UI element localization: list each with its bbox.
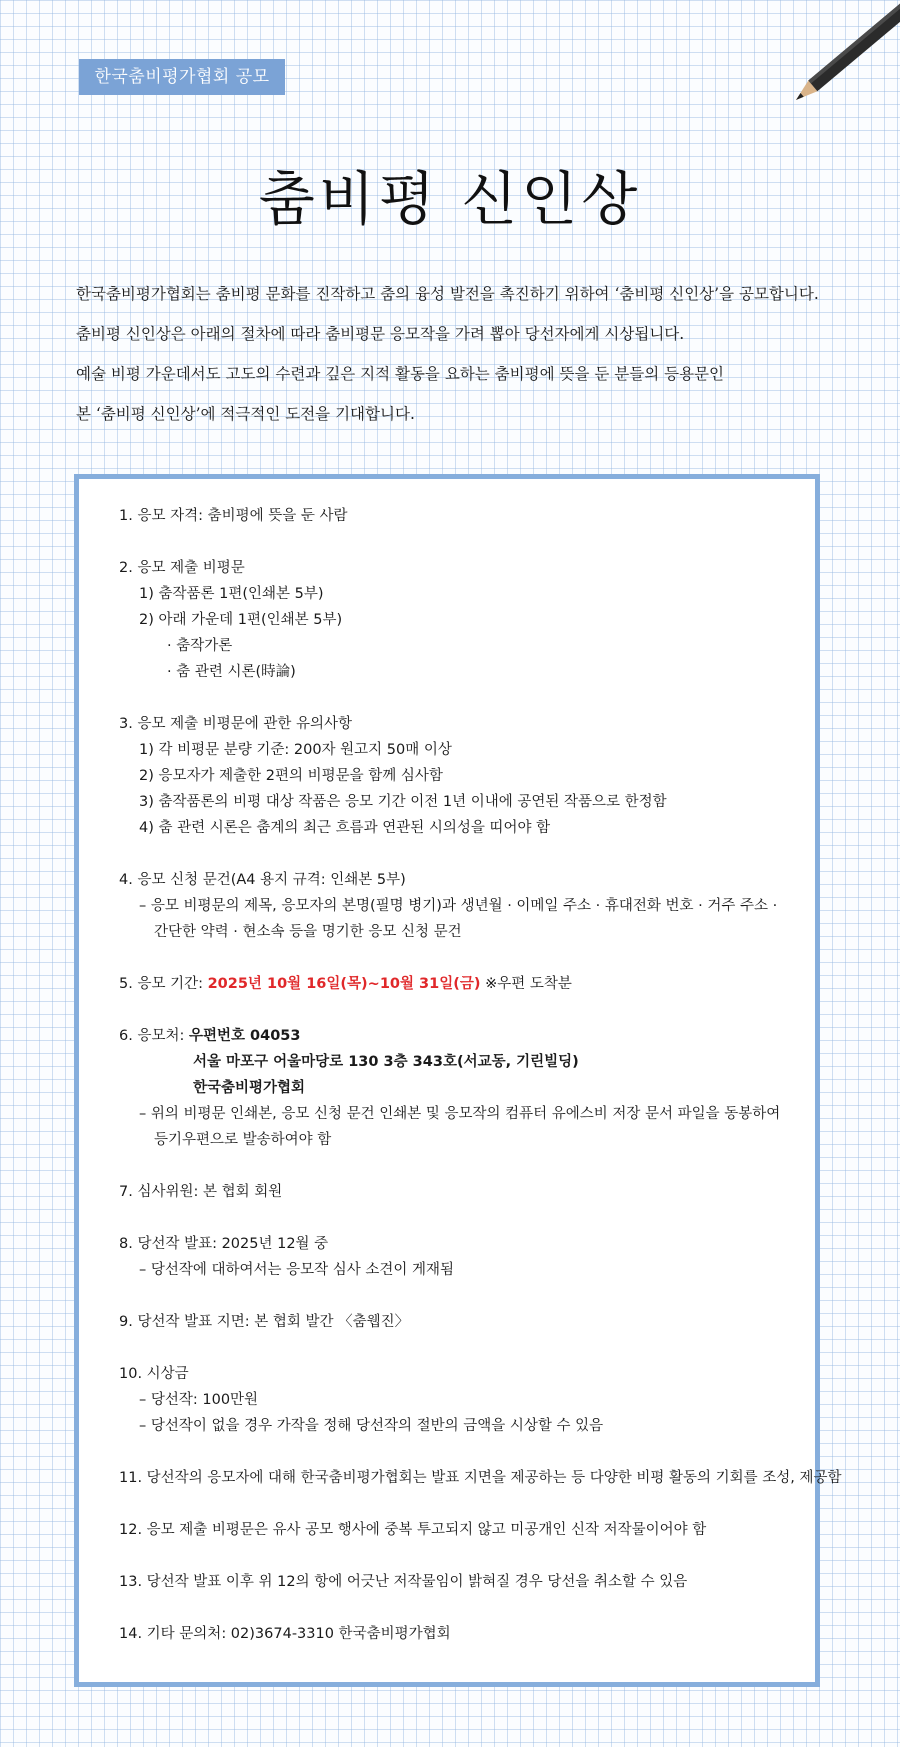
rule-8-detail: – 당선작에 대하여서는 응모작 심사 소견이 게재됨 — [139, 1262, 455, 1278]
rule-11: 11. 당선작의 응모자에 대해 한국춤비평가협회는 발표 지면을 제공하는 등 다양한 비평 활동의 기회를 조성, 제공함 — [119, 1470, 842, 1486]
rule-3-heading: 3. 응모 제출 비평문에 관한 유의사항 — [119, 716, 352, 732]
rule-2-subitem: · 춤 관련 시론(時論) — [167, 664, 296, 680]
rule-1: 1. 응모 자격: 춤비평에 뜻을 둔 사람 — [119, 508, 348, 524]
rules-box — [74, 474, 842, 1687]
intro-text — [76, 278, 876, 438]
rule-4-detail: – 응모 비평문의 제목, 응모자의 본명(필명 병기)과 생년월 · 이메일 주소 · 휴대전화 번호 · 거주 주소 · — [139, 898, 778, 914]
rule-3-item: 4) 춤 관련 시론은 춤계의 최근 흐름과 연관된 시의성을 띠어야 함 — [139, 820, 551, 836]
rule-5-note: ※우편 도착분 — [480, 976, 572, 992]
intro-line: 본 ‘춤비평 신인상’에 적극적인 도전을 기대합니다. — [76, 405, 415, 423]
rule-10-detail: – 당선작: 100만원 — [139, 1392, 259, 1408]
rule-10-heading: 10. 시상금 — [119, 1366, 189, 1382]
rules-list — [119, 503, 842, 1647]
rule-3-item: 2) 응모자가 제출한 2편의 비평문을 함께 심사함 — [139, 768, 443, 784]
rule-6 — [119, 1023, 799, 1049]
page-title: 춤비평 신인상 — [258, 165, 642, 233]
rule-12: 12. 응모 제출 비평문은 유사 공모 행사에 중복 투고되지 않고 미공개인 신작 저작물이어야 함 — [119, 1522, 707, 1538]
rule-6-detail: 등기우편으로 발송하여야 함 — [154, 1132, 332, 1148]
rule-9: 9. 당선작 발표 지면: 본 협회 발간 〈춤웹진〉 — [119, 1314, 410, 1330]
rule-4-heading: 4. 응모 신청 문건(A4 용지 규격: 인쇄본 5부) — [119, 872, 406, 888]
rule-2-item: 2) 아래 가운데 1편(인쇄본 5부) — [139, 612, 343, 628]
rule-6-label: 6. 응모처: — [119, 1028, 189, 1044]
rule-5-label: 5. 응모 기간: — [119, 976, 208, 992]
rule-3-item: 3) 춤작품론의 비평 대상 작품은 응모 기간 이전 1년 이내에 공연된 작품으로 한정함 — [139, 794, 667, 810]
intro-line: 한국춤비평가협회는 춤비평 문화를 진작하고 춤의 융성 발전을 촉진하기 위하여 ‘춤비평 신인상’을 공모합니다. — [76, 285, 819, 303]
rule-8-heading: 8. 당선작 발표: 2025년 12월 중 — [119, 1236, 329, 1252]
rule-6-detail: – 위의 비평문 인쇄본, 응모 신청 문건 인쇄본 및 응모작의 컴퓨터 유에스비 저장 문서 파일을 동봉하여 — [139, 1106, 781, 1122]
application-period: 2025년 10월 16일(목)~10월 31일(금) — [207, 976, 481, 992]
intro-line: 예술 비평 가운데서도 고도의 수련과 깊은 지적 활동을 요하는 춤비평에 뜻을 둔 분들의 등용문인 — [76, 365, 725, 383]
recipient-name: 한국춤비평가협회 — [193, 1080, 306, 1096]
intro-line: 춤비평 신인상은 아래의 절차에 따라 춤비평문 응모작을 가려 뽑아 당선자에게 시상됩니다. — [76, 325, 685, 343]
rule-2-heading: 2. 응모 제출 비평문 — [119, 560, 245, 576]
rule-3-item: 1) 각 비평문 분량 기준: 200자 원고지 50매 이상 — [139, 742, 452, 758]
address-line: 서울 마포구 어울마당로 130 3층 343호(서교동, 기린빌딩) — [193, 1054, 579, 1070]
rule-2-subitem: · 춤작가론 — [167, 638, 233, 654]
rule-10-detail: – 당선작이 없을 경우 가작을 정해 당선작의 절반의 금액을 시상할 수 있음 — [139, 1418, 604, 1434]
rule-14: 14. 기타 문의처: 02)3674-3310 한국춤비평가협회 — [119, 1626, 451, 1642]
rule-13: 13. 당선작 발표 이후 위 12의 항에 어긋난 저작물임이 밝혀질 경우 당선을 취소할 수 있음 — [119, 1574, 688, 1590]
rule-4-detail: 간단한 약력 · 현소속 등을 명기한 응모 신청 문건 — [154, 924, 462, 940]
postal-code: 우편번호 04053 — [188, 1028, 301, 1044]
rule-2-item: 1) 춤작품론 1편(인쇄본 5부) — [139, 586, 324, 602]
pencil-icon — [790, 0, 900, 110]
rule-7: 7. 심사위원: 본 협회 회원 — [119, 1184, 283, 1200]
category-tag: 한국춤비평가협회 공모 — [79, 59, 285, 95]
rule-5 — [119, 971, 799, 997]
